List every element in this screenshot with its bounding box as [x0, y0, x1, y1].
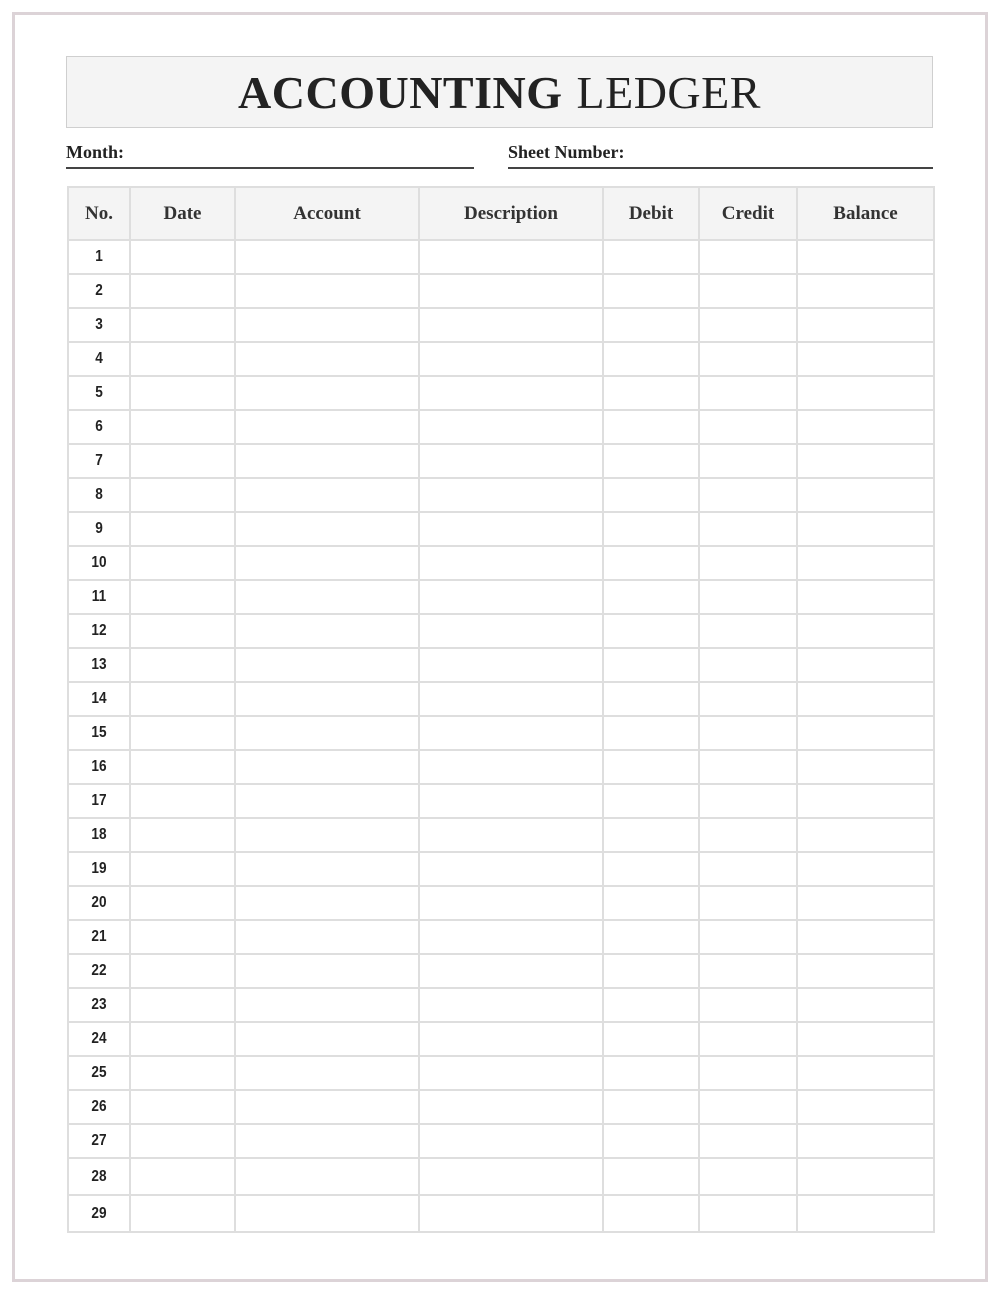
- cell-account[interactable]: [235, 308, 419, 342]
- cell-debit[interactable]: [603, 682, 699, 716]
- cell-balance[interactable]: [797, 784, 934, 818]
- cell-date[interactable]: [130, 240, 235, 274]
- cell-description[interactable]: [419, 274, 603, 308]
- cell-date[interactable]: [130, 716, 235, 750]
- cell-balance[interactable]: [797, 1056, 934, 1090]
- cell-balance[interactable]: [797, 512, 934, 546]
- cell-balance[interactable]: [797, 1158, 934, 1195]
- cell-credit[interactable]: [699, 784, 797, 818]
- cell-balance[interactable]: [797, 240, 934, 274]
- table-row: [68, 1195, 934, 1232]
- cell-account[interactable]: [235, 546, 419, 580]
- cell-debit[interactable]: [603, 648, 699, 682]
- cell-account[interactable]: [235, 376, 419, 410]
- row-number: 26: [73, 1090, 126, 1124]
- cell-balance[interactable]: [797, 886, 934, 920]
- cell-debit[interactable]: [603, 1090, 699, 1124]
- cell-account[interactable]: [235, 580, 419, 614]
- cell-description[interactable]: [419, 886, 603, 920]
- cell-debit[interactable]: [603, 1158, 699, 1195]
- row-number: 14: [73, 682, 126, 716]
- cell-debit[interactable]: [603, 1124, 699, 1158]
- cell-date[interactable]: [130, 376, 235, 410]
- cell-date[interactable]: [130, 1056, 235, 1090]
- cell-description[interactable]: [419, 750, 603, 784]
- table-row: [68, 342, 934, 376]
- row-number: 17: [73, 784, 126, 818]
- table-row: [68, 376, 934, 410]
- header-description: Description: [419, 187, 603, 240]
- table-row: [68, 546, 934, 580]
- row-number: 24: [73, 1022, 126, 1056]
- cell-account[interactable]: [235, 444, 419, 478]
- table-row: [68, 750, 934, 784]
- cell-description[interactable]: [419, 988, 603, 1022]
- header-credit: Credit: [699, 187, 797, 240]
- cell-account[interactable]: [235, 410, 419, 444]
- row-number: 8: [73, 478, 126, 512]
- cell-date[interactable]: [130, 1022, 235, 1056]
- cell-debit[interactable]: [603, 410, 699, 444]
- cell-debit[interactable]: [603, 546, 699, 580]
- cell-date[interactable]: [130, 546, 235, 580]
- cell-balance[interactable]: [797, 444, 934, 478]
- cell-description[interactable]: [419, 954, 603, 988]
- row-number: 18: [73, 818, 126, 852]
- cell-balance[interactable]: [797, 716, 934, 750]
- cell-date[interactable]: [130, 308, 235, 342]
- cell-description[interactable]: [419, 1195, 603, 1232]
- cell-credit[interactable]: [699, 308, 797, 342]
- cell-balance[interactable]: [797, 682, 934, 716]
- cell-debit[interactable]: [603, 920, 699, 954]
- table-row: [68, 444, 934, 478]
- cell-date[interactable]: [130, 886, 235, 920]
- table-row: [68, 614, 934, 648]
- cell-balance[interactable]: [797, 988, 934, 1022]
- cell-balance[interactable]: [797, 954, 934, 988]
- cell-debit[interactable]: [603, 376, 699, 410]
- cell-balance[interactable]: [797, 580, 934, 614]
- cell-credit[interactable]: [699, 1090, 797, 1124]
- header-no: No.: [68, 187, 130, 240]
- table-row: [68, 410, 934, 444]
- table-row: [68, 1090, 934, 1124]
- row-number: 20: [73, 886, 126, 920]
- cell-date[interactable]: [130, 852, 235, 886]
- cell-credit[interactable]: [699, 1195, 797, 1232]
- cell-date[interactable]: [130, 750, 235, 784]
- cell-credit[interactable]: [699, 512, 797, 546]
- cell-debit[interactable]: [603, 988, 699, 1022]
- cell-description[interactable]: [419, 444, 603, 478]
- cell-credit[interactable]: [699, 988, 797, 1022]
- table-row: [68, 1158, 934, 1195]
- cell-credit[interactable]: [699, 614, 797, 648]
- cell-credit[interactable]: [699, 1056, 797, 1090]
- cell-credit[interactable]: [699, 954, 797, 988]
- cell-description[interactable]: [419, 478, 603, 512]
- table-row: [68, 1022, 934, 1056]
- cell-credit[interactable]: [699, 1022, 797, 1056]
- cell-description[interactable]: [419, 852, 603, 886]
- cell-balance[interactable]: [797, 648, 934, 682]
- cell-balance[interactable]: [797, 308, 934, 342]
- cell-description[interactable]: [419, 512, 603, 546]
- cell-account[interactable]: [235, 1090, 419, 1124]
- cell-date[interactable]: [130, 1090, 235, 1124]
- page-title: [66, 56, 933, 128]
- cell-description[interactable]: [419, 376, 603, 410]
- cell-description[interactable]: [419, 342, 603, 376]
- row-number: 3: [73, 308, 126, 342]
- sheet-number-label: Sheet Number:: [508, 142, 625, 162]
- cell-debit[interactable]: [603, 1195, 699, 1232]
- row-number: 7: [73, 444, 126, 478]
- cell-date[interactable]: [130, 1195, 235, 1232]
- cell-date[interactable]: [130, 954, 235, 988]
- cell-account[interactable]: [235, 342, 419, 376]
- month-label: Month:: [66, 142, 124, 162]
- cell-account[interactable]: [235, 784, 419, 818]
- table-row: [68, 648, 934, 682]
- cell-description[interactable]: [419, 1056, 603, 1090]
- cell-account[interactable]: [235, 614, 419, 648]
- row-number: 27: [73, 1124, 126, 1158]
- cell-balance[interactable]: [797, 342, 934, 376]
- header-debit: Debit: [603, 187, 699, 240]
- row-number: 10: [73, 546, 126, 580]
- cell-account[interactable]: [235, 988, 419, 1022]
- cell-account[interactable]: [235, 954, 419, 988]
- table-row: [68, 784, 934, 818]
- row-number: 12: [73, 614, 126, 648]
- cell-account[interactable]: [235, 1022, 419, 1056]
- cell-account[interactable]: [235, 1195, 419, 1232]
- table-row: [68, 512, 934, 546]
- cell-date[interactable]: [130, 784, 235, 818]
- cell-credit[interactable]: [699, 852, 797, 886]
- month-field[interactable]: [66, 142, 474, 169]
- table-row: [68, 886, 934, 920]
- cell-debit[interactable]: [603, 580, 699, 614]
- cell-credit[interactable]: [699, 920, 797, 954]
- sheet-number-field[interactable]: [508, 142, 933, 169]
- cell-account[interactable]: [235, 750, 419, 784]
- ledger-table: [67, 186, 935, 1233]
- cell-debit[interactable]: [603, 444, 699, 478]
- table-row: [68, 1124, 934, 1158]
- table-row: [68, 274, 934, 308]
- row-number: 22: [73, 954, 126, 988]
- row-number: 19: [73, 852, 126, 886]
- cell-debit[interactable]: [603, 750, 699, 784]
- table-row: [68, 308, 934, 342]
- row-number: 5: [73, 376, 126, 410]
- cell-debit[interactable]: [603, 512, 699, 546]
- row-number: 15: [73, 716, 126, 750]
- cell-date[interactable]: [130, 274, 235, 308]
- cell-account[interactable]: [235, 512, 419, 546]
- row-number: 9: [73, 512, 126, 546]
- cell-credit[interactable]: [699, 478, 797, 512]
- cell-debit[interactable]: [603, 478, 699, 512]
- row-number: 28: [73, 1158, 126, 1195]
- table-row: [68, 240, 934, 274]
- cell-description[interactable]: [419, 1090, 603, 1124]
- cell-date[interactable]: [130, 342, 235, 376]
- table-row: [68, 954, 934, 988]
- cell-description[interactable]: [419, 410, 603, 444]
- cell-balance[interactable]: [797, 410, 934, 444]
- cell-credit[interactable]: [699, 886, 797, 920]
- cell-description[interactable]: [419, 546, 603, 580]
- cell-credit[interactable]: [699, 750, 797, 784]
- title-bold: ACCOUNTING: [238, 66, 563, 118]
- cell-credit[interactable]: [699, 580, 797, 614]
- cell-credit[interactable]: [699, 1158, 797, 1195]
- cell-debit[interactable]: [603, 240, 699, 274]
- row-number: 11: [73, 580, 126, 614]
- cell-debit[interactable]: [603, 1056, 699, 1090]
- cell-balance[interactable]: [797, 750, 934, 784]
- cell-debit[interactable]: [603, 716, 699, 750]
- header-date: Date: [130, 187, 235, 240]
- row-number: 1: [73, 240, 126, 274]
- cell-debit[interactable]: [603, 308, 699, 342]
- cell-account[interactable]: [235, 1158, 419, 1195]
- row-number: 29: [73, 1195, 126, 1232]
- cell-credit[interactable]: [699, 240, 797, 274]
- cell-balance[interactable]: [797, 274, 934, 308]
- cell-debit[interactable]: [603, 818, 699, 852]
- cell-debit[interactable]: [603, 852, 699, 886]
- table-row: [68, 818, 934, 852]
- cell-balance[interactable]: [797, 614, 934, 648]
- cell-description[interactable]: [419, 580, 603, 614]
- cell-balance[interactable]: [797, 1022, 934, 1056]
- header-account: Account: [235, 187, 419, 240]
- cell-account[interactable]: [235, 478, 419, 512]
- cell-date[interactable]: [130, 444, 235, 478]
- table-row: [68, 852, 934, 886]
- header-balance: Balance: [797, 187, 934, 240]
- cell-credit[interactable]: [699, 818, 797, 852]
- row-number: 4: [73, 342, 126, 376]
- cell-description[interactable]: [419, 784, 603, 818]
- cell-account[interactable]: [235, 682, 419, 716]
- cell-date[interactable]: [130, 478, 235, 512]
- cell-description[interactable]: [419, 1022, 603, 1056]
- row-number: 13: [73, 648, 126, 682]
- cell-credit[interactable]: [699, 716, 797, 750]
- cell-balance[interactable]: [797, 920, 934, 954]
- table-row: [68, 478, 934, 512]
- table-row: [68, 580, 934, 614]
- cell-credit[interactable]: [699, 1124, 797, 1158]
- row-number: 2: [73, 274, 126, 308]
- cell-balance[interactable]: [797, 1124, 934, 1158]
- row-number: 16: [73, 750, 126, 784]
- cell-account[interactable]: [235, 716, 419, 750]
- cell-balance[interactable]: [797, 376, 934, 410]
- cell-description[interactable]: [419, 614, 603, 648]
- cell-balance[interactable]: [797, 1090, 934, 1124]
- cell-date[interactable]: [130, 1124, 235, 1158]
- cell-description[interactable]: [419, 648, 603, 682]
- cell-account[interactable]: [235, 818, 419, 852]
- cell-account[interactable]: [235, 240, 419, 274]
- cell-date[interactable]: [130, 410, 235, 444]
- cell-date[interactable]: [130, 512, 235, 546]
- cell-account[interactable]: [235, 1124, 419, 1158]
- cell-debit[interactable]: [603, 614, 699, 648]
- cell-credit[interactable]: [699, 342, 797, 376]
- cell-balance[interactable]: [797, 818, 934, 852]
- table-row: [68, 920, 934, 954]
- title-regular: LEDGER: [576, 66, 761, 118]
- cell-description[interactable]: [419, 818, 603, 852]
- cell-description[interactable]: [419, 308, 603, 342]
- cell-description[interactable]: [419, 1124, 603, 1158]
- cell-account[interactable]: [235, 852, 419, 886]
- cell-debit[interactable]: [603, 1022, 699, 1056]
- cell-date[interactable]: [130, 614, 235, 648]
- cell-credit[interactable]: [699, 274, 797, 308]
- cell-balance[interactable]: [797, 478, 934, 512]
- table-row: [68, 1056, 934, 1090]
- cell-description[interactable]: [419, 920, 603, 954]
- cell-account[interactable]: [235, 1056, 419, 1090]
- cell-date[interactable]: [130, 988, 235, 1022]
- table-row: [68, 682, 934, 716]
- cell-description[interactable]: [419, 716, 603, 750]
- cell-account[interactable]: [235, 886, 419, 920]
- cell-date[interactable]: [130, 1158, 235, 1195]
- table-row: [68, 716, 934, 750]
- row-number: 21: [73, 920, 126, 954]
- cell-balance[interactable]: [797, 1195, 934, 1232]
- cell-debit[interactable]: [603, 342, 699, 376]
- cell-credit[interactable]: [699, 648, 797, 682]
- cell-debit[interactable]: [603, 954, 699, 988]
- cell-credit[interactable]: [699, 376, 797, 410]
- cell-date[interactable]: [130, 818, 235, 852]
- cell-date[interactable]: [130, 920, 235, 954]
- cell-date[interactable]: [130, 648, 235, 682]
- row-number: 25: [73, 1056, 126, 1090]
- cell-debit[interactable]: [603, 886, 699, 920]
- cell-description[interactable]: [419, 240, 603, 274]
- row-number: 6: [73, 410, 126, 444]
- cell-credit[interactable]: [699, 410, 797, 444]
- cell-balance[interactable]: [797, 852, 934, 886]
- cell-debit[interactable]: [603, 784, 699, 818]
- table-row: [68, 988, 934, 1022]
- cell-balance[interactable]: [797, 546, 934, 580]
- cell-credit[interactable]: [699, 444, 797, 478]
- cell-description[interactable]: [419, 682, 603, 716]
- cell-debit[interactable]: [603, 274, 699, 308]
- row-number: 23: [73, 988, 126, 1022]
- cell-date[interactable]: [130, 682, 235, 716]
- cell-account[interactable]: [235, 648, 419, 682]
- cell-description[interactable]: [419, 1158, 603, 1195]
- cell-date[interactable]: [130, 580, 235, 614]
- cell-credit[interactable]: [699, 682, 797, 716]
- cell-account[interactable]: [235, 274, 419, 308]
- cell-credit[interactable]: [699, 546, 797, 580]
- cell-account[interactable]: [235, 920, 419, 954]
